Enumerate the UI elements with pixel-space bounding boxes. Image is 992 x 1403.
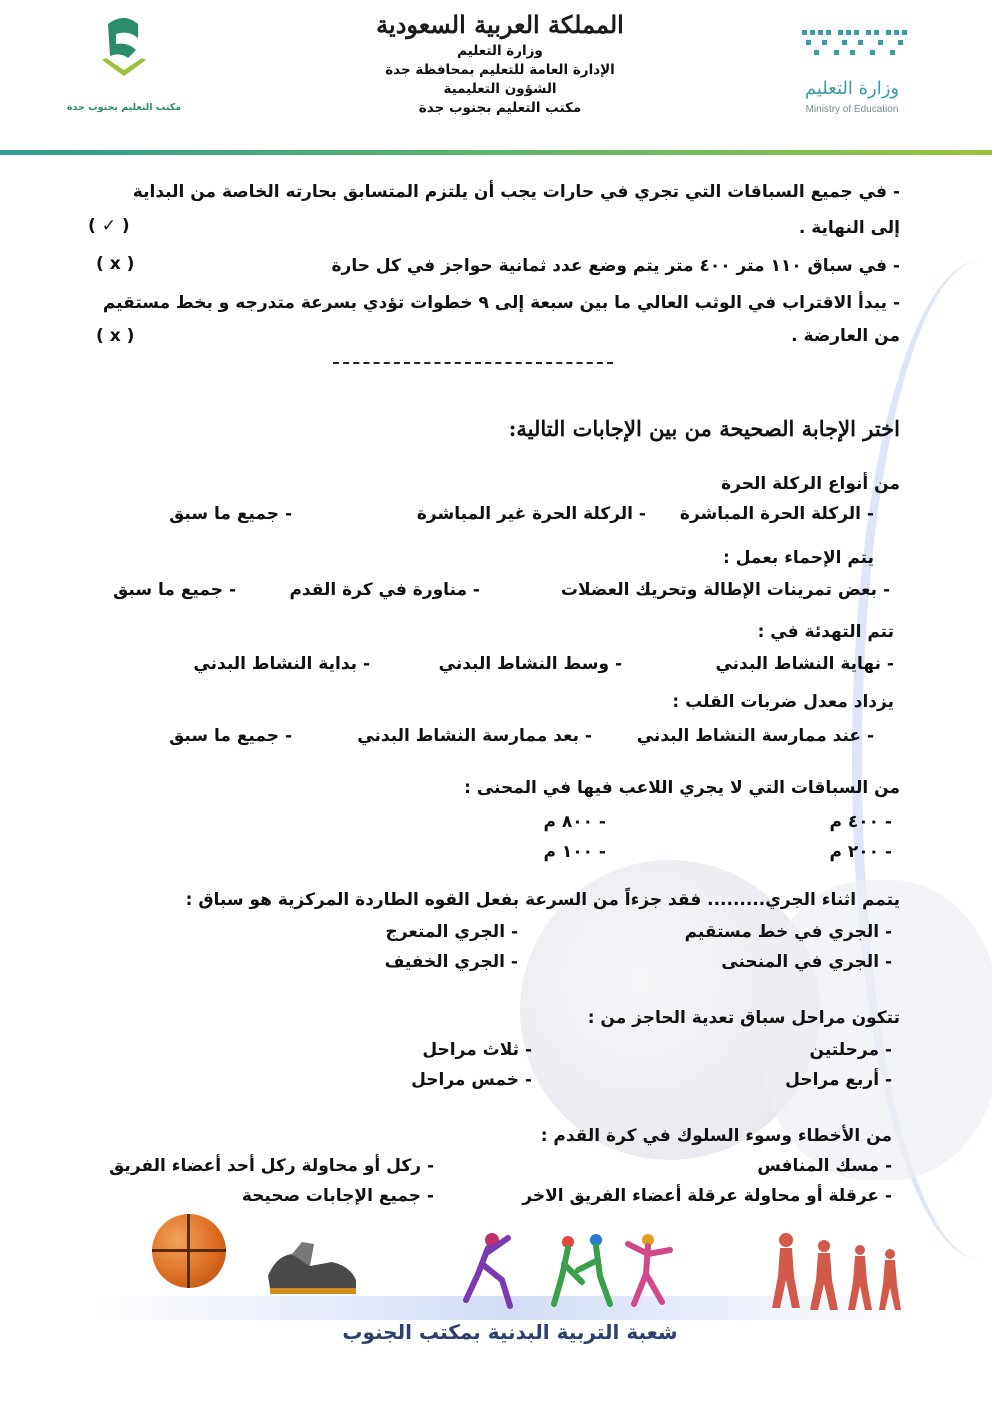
question-8-option-1: - مسك المنافس — [757, 1156, 892, 1176]
question-6-option-4: - الجري الخفيف — [384, 952, 518, 972]
question-2-option-3: - جميع ما سبق — [113, 580, 236, 600]
ministry-of-education-logo — [792, 26, 912, 126]
question-3-option-1: - نهاية النشاط البدني — [715, 654, 894, 674]
question-8-option-4: - جميع الإجابات صحيحة — [241, 1186, 434, 1206]
question-1-option-1: - الركلة الحرة المباشرة — [679, 504, 874, 524]
question-7-option-2: - ثلاث مراحل — [422, 1040, 532, 1060]
volleyball-player-icon — [452, 1230, 522, 1310]
tf-answer-3: ( x ) — [96, 326, 135, 346]
question-8-option-3: - عرقلة أو محاولة عرقلة أعضاء الفريق الاخر — [522, 1186, 892, 1206]
question-5-option-4: - ١٠٠ م — [543, 842, 606, 862]
tf-statement-3-line-1: - يبدأ الاقتراب في الوثب العالي ما بين سبعة إلى ٩ خطوات تؤدي بسرعة متدرجه و بخط مستقيم — [102, 293, 900, 313]
question-4-option-1: - عند ممارسة النشاط البدني — [636, 726, 874, 746]
runners-silhouette-icon — [766, 1228, 906, 1318]
tf-statement-1-line-1: - في جميع السباقات التي تجري في حارات يجب أن يلتزم المتسابق بحارته الخاصة من البداية — [132, 182, 900, 202]
header-line-affairs: الشؤون التعليمية — [443, 81, 557, 97]
question-5-option-1: - ٤٠٠ م — [829, 812, 892, 832]
question-5-stem: من السباقات التي لا يجري اللاعب فيها في المحنى : — [464, 778, 900, 798]
tf-statement-1-line-2: إلى النهاية . — [798, 218, 900, 238]
page-footer — [0, 1200, 992, 1403]
question-6-stem: يتمم اثناء الجري......... فقد جزءاً من السرعة بفعل القوه الطاردة المركزية هو سباق : — [185, 890, 900, 910]
question-7-option-4: - خمس مراحل — [411, 1070, 532, 1090]
office-logo-caption: مكتب التعليم بجنوب جدة — [66, 102, 182, 113]
tf-answer-1: ( ✓ ) — [88, 216, 130, 236]
header-title-block — [360, 8, 640, 118]
page-header — [0, 0, 992, 150]
question-6-option-2: - الجري المتعرج — [385, 922, 518, 942]
question-2-option-1: - بعض تمرينات الإطالة وتحريك العضلات — [560, 580, 890, 600]
question-4-option-2: - بعد ممارسة النشاط البدني — [357, 726, 592, 746]
kingdom-title: المملكة العربية السعودية — [376, 10, 624, 39]
question-2-option-2: - مناورة في كرة القدم — [289, 580, 480, 600]
question-8-option-2: - ركل أو محاولة ركل أحد أعضاء الفريق — [109, 1156, 434, 1176]
question-7-option-3: - أربع مراحل — [785, 1070, 892, 1090]
question-1-option-3: - جميع ما سبق — [169, 504, 292, 524]
question-6-option-3: - الجري في المنحنى — [721, 952, 892, 972]
question-5-option-2: - ٨٠٠ م — [543, 812, 606, 832]
tf-answer-2: ( x ) — [96, 254, 135, 274]
section-separator — [333, 362, 613, 364]
header-line-office: مكتب التعليم بجنوب جدة — [418, 100, 582, 116]
running-shoe-icon — [262, 1236, 362, 1298]
question-3-stem: تتم التهدئة في : — [757, 622, 894, 642]
question-3-option-3: - بداية النشاط البدني — [193, 654, 370, 674]
question-4-stem: يزداد معدل ضربات القلب : — [672, 692, 894, 712]
question-7-stem: تتكون مراحل سباق تعدية الحاجز من : — [587, 1008, 900, 1028]
athletes-collage-icon — [548, 1230, 618, 1310]
question-7-option-1: - مرحلتين — [809, 1040, 892, 1060]
question-1-stem: من أنواع الركلة الحرة — [721, 474, 900, 494]
header-line-directorate: الإدارة العامة للتعليم بمحافظة جدة — [385, 62, 615, 78]
header-line-ministry: وزارة التعليم — [457, 43, 543, 59]
south-jeddah-office-logo — [64, 16, 184, 116]
mcq-section-title: اختر الإجابة الصحيحة من بين الإجابات التالية: — [508, 416, 900, 441]
basketball-icon — [152, 1214, 226, 1288]
tf-statement-2: - في سباق ١١٠ متر ٤٠٠ متر يتم وضع عدد ثمانية حواجز في كل حارة — [331, 256, 900, 276]
question-6-option-1: - الجري في خط مستقيم — [684, 922, 892, 942]
tf-statement-3-line-2: من العارضة . — [791, 326, 900, 346]
question-1-option-2: - الركلة الحرة غير المباشرة — [416, 504, 646, 524]
header-divider — [0, 150, 992, 155]
question-3-option-2: - وسط النشاط البدني — [438, 654, 622, 674]
question-2-stem: يتم الإحماء بعمل : — [723, 548, 874, 568]
ministry-logo-english: Ministry of Education — [805, 104, 899, 115]
ministry-logo-name: وزارة التعليم — [804, 78, 900, 99]
office-logo-icon — [98, 16, 150, 80]
gymnast-icon — [612, 1230, 682, 1310]
question-8-stem: من الأخطاء وسوء السلوك في كرة القدم : — [540, 1126, 892, 1146]
question-4-option-3: - جميع ما سبق — [169, 726, 292, 746]
ministry-dots-icon — [802, 26, 912, 66]
question-5-option-3: - ٢٠٠ م — [829, 842, 892, 862]
footer-department-text: شعبة التربية البدنية بمكتب الجنوب — [342, 1320, 678, 1344]
